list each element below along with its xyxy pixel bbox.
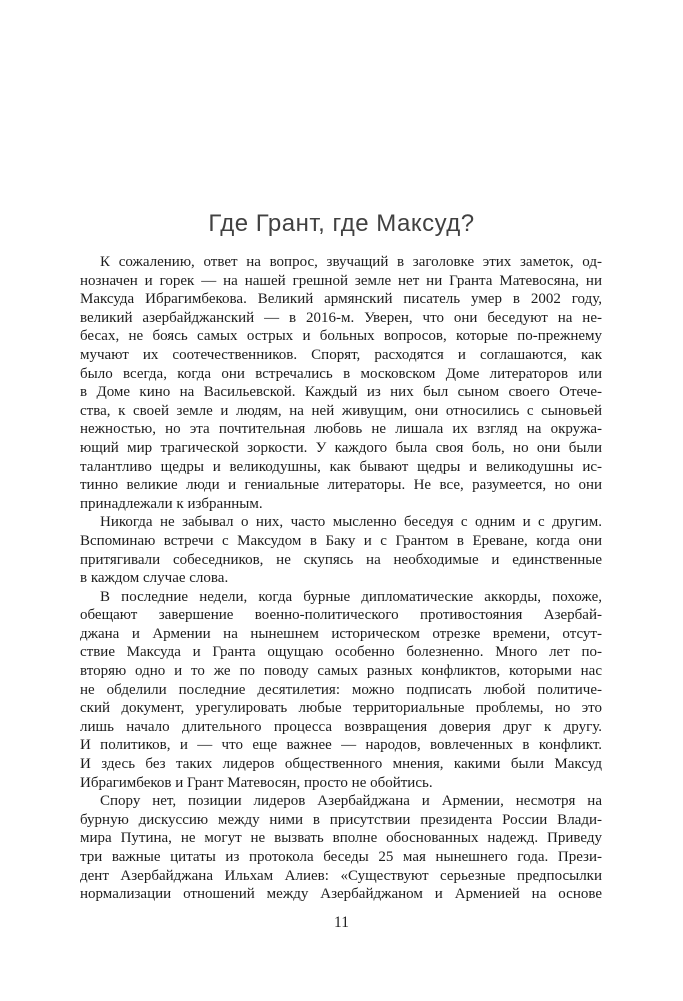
text-line: было всегда, когда они встречались в московском Доме литераторов или (80, 365, 602, 382)
paragraph (80, 588, 602, 793)
text-line: ствие Максуда и Гранта ощущаю особенно болезненно. Много лет по- (80, 644, 602, 661)
text-line: дент Азербайджана Ильхам Алиев: «Существуют серьезные предпосылки (80, 867, 602, 884)
text-line: лишь начало длительного процесса возвращения доверия друг к другу. (80, 718, 602, 735)
text-line: Никогда не забывал о них, часто мысленно беседуя с одним и с другим. (100, 514, 602, 531)
text-line: ский документ, урегулировать любые территориальные проблемы, но это (80, 700, 602, 717)
text-line: нормализации отношений между Азербайджаном и Арменией на основе (80, 886, 602, 903)
paragraph (80, 253, 602, 513)
text-line: великий азербайджанский — в 2016-м. Уверен, что они беседуют на не- (80, 309, 602, 326)
text-line: в каждом случае слова. (80, 570, 229, 587)
text-line: мучают их соотечественников. Спорят, расходятся и соглашаются, как (80, 346, 602, 363)
text-line: И здесь без таких лидеров общественного мнения, какими были Максуд (80, 756, 602, 773)
text-line: Максуда Ибрагимбекова. Великий армянский писатель умер в 2002 году, (80, 291, 602, 308)
text-line: В последние недели, когда бурные дипломатические аккорды, похоже, (100, 588, 602, 605)
text-line: джана и Армении на нынешнем историческом отрезке времени, отсут- (80, 625, 602, 642)
text-line: ющий мир трагической зоркости. У каждого была своя боль, но они были (80, 439, 602, 456)
text-line: бесах, не боясь самых острых и больных вопросов, которые по-прежнему (80, 328, 602, 345)
page-body (80, 253, 602, 904)
text-line: нозначен и горек — на нашей грешной земле нет ни Гранта Матевосяна, ни (80, 272, 602, 289)
text-line: Спору нет, позиции лидеров Азербайджана и Армении, несмотря на (100, 793, 602, 810)
text-line: ства, к своей земле и людям, на ней живущим, они относились с сыновьей (80, 402, 602, 419)
text-line: в Доме кино на Васильевской. Каждый из них был сыном своего Отече- (80, 384, 602, 401)
text-line: талантливо щедры и великодушны, как бывают щедры и великодушны ис- (80, 458, 602, 475)
text-line: притягивали собеседников, не скупясь на необходимые и единственные (80, 551, 602, 568)
text-line: вторяю одно и то же по поводу самых разных конфликтов, которыми нас (80, 663, 602, 680)
text-line: мира Путина, не могут не вызвать вполне обоснованных надежд. Приведу (80, 830, 602, 847)
paragraph (80, 513, 602, 587)
text-line: обещают завершение военно-политического противостояния Азербай- (80, 607, 602, 624)
text-line: нежностью, но эта почтительная любовь не лишала их взгляд на окружа- (80, 421, 602, 438)
text-line: Вспоминаю встречи с Максудом в Баку и с Грантом в Ереване, когда они (80, 532, 602, 549)
text-line: бурную дискуссию между ними в присутствии президента России Влади- (80, 811, 602, 828)
text-line: Ибрагимбеков и Грант Матевосян, просто не обойтись. (80, 774, 433, 791)
page-number: 11 (334, 914, 349, 931)
text-line: тинно великие люди и гениальные литераторы. Не все, разумеется, но они (80, 477, 602, 494)
text-line: три важные цитаты из протокола беседы 25 мая нынешнего года. Прези- (80, 849, 602, 865)
paragraph (80, 792, 602, 904)
text-line: не обделили последние десятилетия: можно подписать любой политиче- (80, 681, 602, 698)
text-line: принадлежали к избранным. (80, 495, 263, 512)
chapter-title: Где Грант, где Максуд? (208, 210, 475, 237)
text-line: И политиков, и — что еще важнее — народов, вовлеченных в конфликт. (80, 737, 602, 754)
text-line: К сожалению, ответ на вопрос, звучащий в заголовке этих заметок, од- (100, 254, 602, 270)
